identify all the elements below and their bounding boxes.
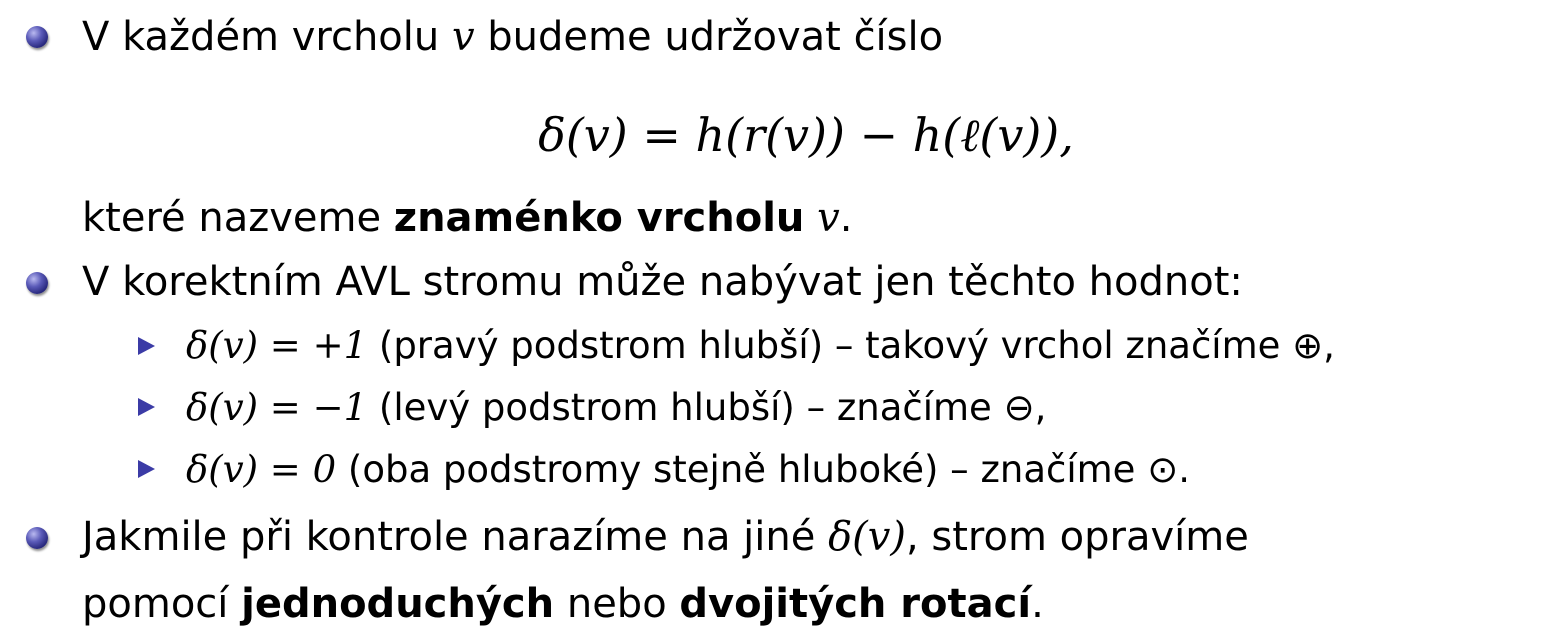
bullet-3-line-1	[82, 514, 1249, 560]
bullet-3-line-1-end: , strom opravíme	[905, 514, 1249, 560]
continuation-end: .	[839, 195, 853, 241]
ominus-symbol: ⊖	[1003, 386, 1035, 429]
subitem-2-text: (levý podstrom hlubší) – značíme	[367, 386, 1004, 429]
bullet-icon	[26, 26, 48, 48]
subitem-1-end: ,	[1323, 324, 1335, 367]
subitem-3-math: δ(v) = 0	[186, 448, 337, 491]
bullet-1-var: v	[451, 14, 475, 60]
subitem-1-text: (pravý podstrom hlubší) – takový vrchol značíme	[367, 324, 1293, 367]
subitem-2	[186, 386, 1047, 429]
bullet-3-line-2	[82, 581, 1044, 627]
subitem-1	[186, 324, 1335, 367]
bullet-3-math: δ(v)	[828, 514, 906, 560]
continuation-var: v	[817, 195, 840, 241]
bullet-3-bold-1: jednoduchých	[241, 581, 555, 627]
subitem-1-math: δ(v) = +1	[186, 324, 368, 367]
bullet-icon	[26, 272, 48, 294]
bullet-3-line-2-end: .	[1031, 581, 1044, 627]
bullet-1-intro: V každém vrcholu	[82, 14, 452, 60]
bullet-1-rest: budeme udržovat číslo	[474, 14, 944, 60]
continuation-start: které nazveme	[82, 195, 394, 241]
bullet-2-text: V korektním AVL stromu může nabývat jen těchto hodnot:	[82, 259, 1243, 305]
oplus-symbol: ⊕	[1292, 324, 1324, 367]
subitem-2-end: ,	[1034, 386, 1047, 429]
triangle-bullet-icon	[138, 460, 155, 478]
subitem-3-end: .	[1178, 448, 1190, 491]
bullet-3-line-1-start: Jakmile při kontrole narazíme na jiné	[82, 514, 829, 560]
display-formula: δ(v) = h(r(v)) − h(ℓ(v)),	[538, 108, 1074, 162]
bullet-3-line-2-mid: nebo	[554, 581, 680, 627]
odot-symbol: ⊙	[1147, 448, 1179, 491]
bullet-3-bold-2: dvojitých rotací	[679, 581, 1032, 627]
bullet-1-text	[82, 14, 944, 60]
subitem-3-text: (oba podstromy stejně hluboké) – značíme	[336, 448, 1148, 491]
bullet-3-line-2-start: pomocí	[82, 581, 242, 627]
subitem-2-math: δ(v) = −1	[186, 386, 368, 429]
triangle-bullet-icon	[138, 398, 155, 416]
triangle-bullet-icon	[138, 337, 155, 355]
continuation-space	[804, 195, 817, 241]
continuation-text	[82, 195, 853, 241]
subitem-3	[186, 448, 1190, 491]
bullet-icon	[26, 527, 48, 549]
continuation-bold: znaménko vrcholu	[393, 195, 805, 241]
